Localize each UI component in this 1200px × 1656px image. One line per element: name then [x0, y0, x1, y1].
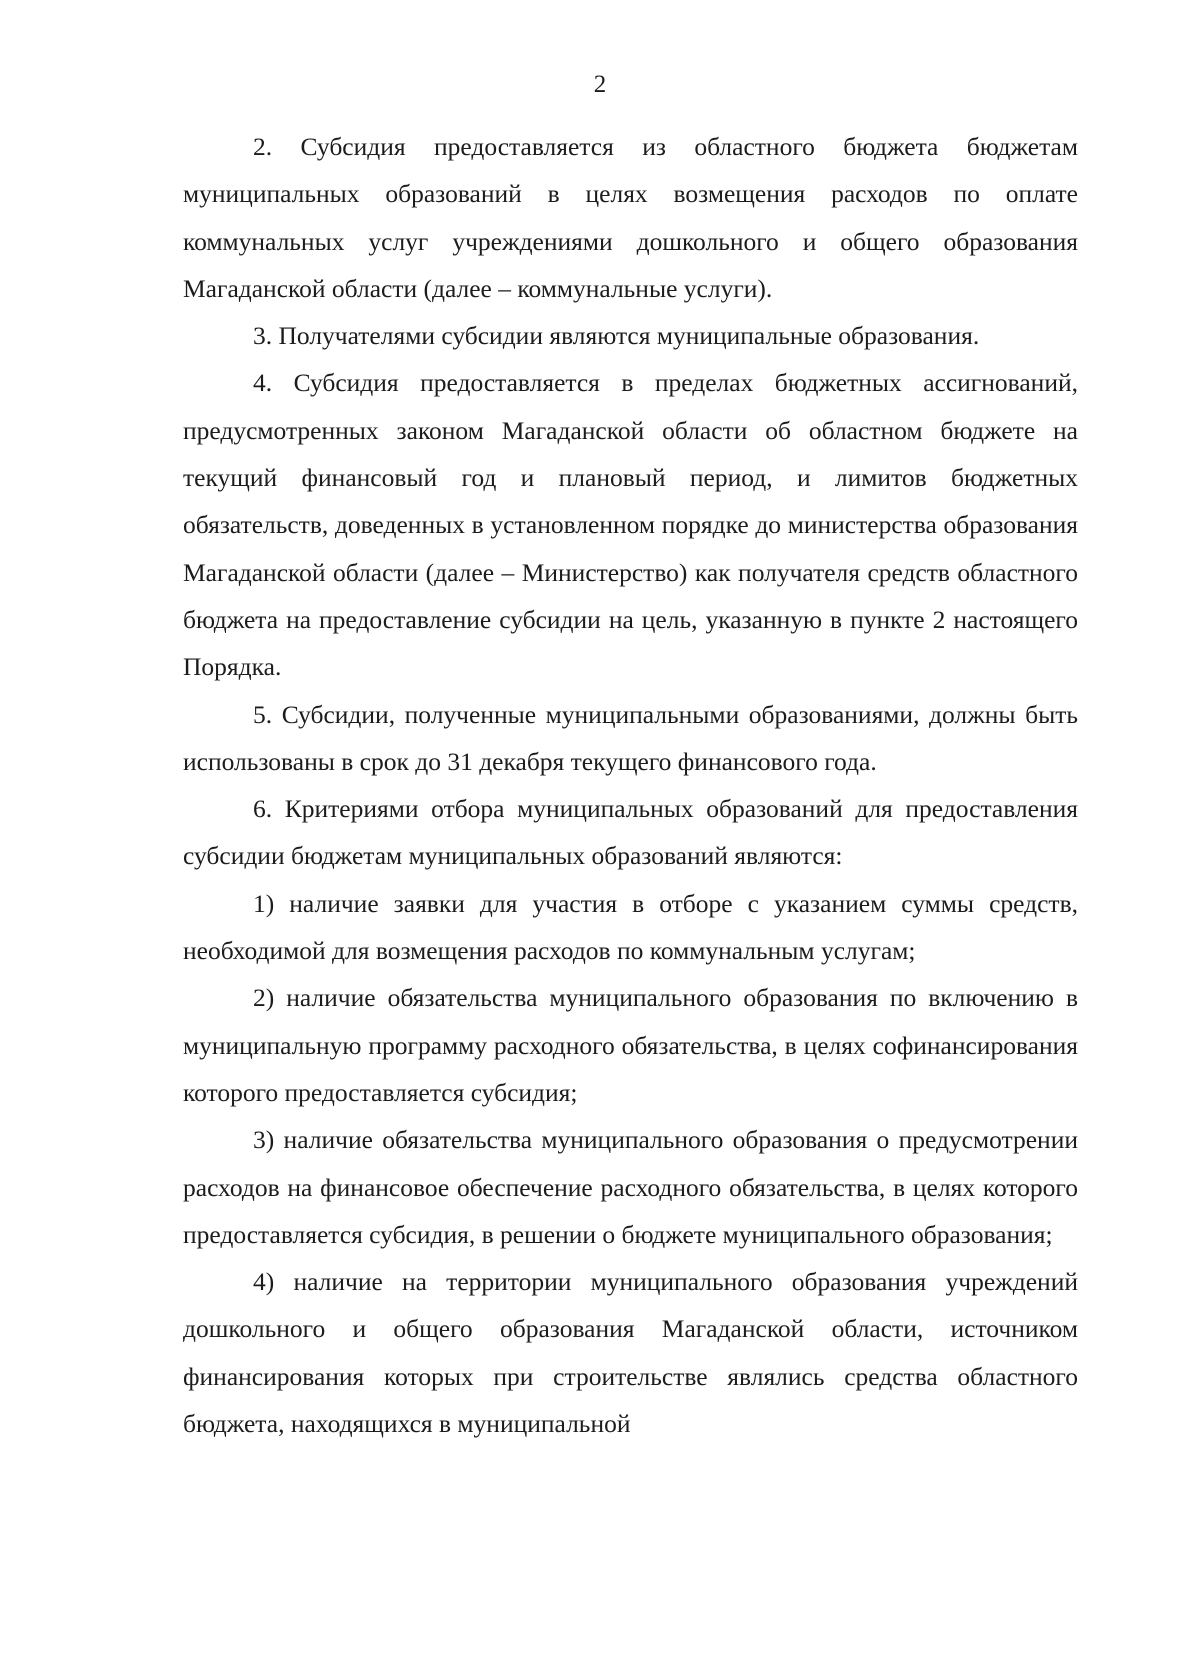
criterion-3-budget-provision: 3) наличие обязательства муниципального образования о предусмотрении расходов на финансовое обеспечение расходного обязательства, в целях которого предоставляется субсидия, в решении о бюджете муниципального образования;	[183, 1125, 1078, 1249]
paragraph-2-subsidy-purpose: 2. Субсидия предоставляется из областного бюджета бюджетам муниципальных образований в целях возмещения расходов по оплате коммунальных услуг учреждениями дошкольного и общего образования Магаданской области (далее – коммунальные услуги).	[183, 132, 1078, 303]
paragraph-3-recipients: 3. Получателями субсидии являются муниципальные образования.	[253, 321, 980, 351]
criterion-4-institutions: 4) наличие на территории муниципального образования учреждений дошкольного и общего образования Магаданской области, источником финансирования которых при строительстве являлись средства областного бюджета, находящихся в муниципальной	[183, 1267, 1078, 1439]
criterion-2-program-obligation: 2) наличие обязательства муниципального образования по включению в муниципальную программу расходного обязательства, в целях софинансирования которого предоставляется субсидия;	[183, 983, 1078, 1107]
paragraph-6-selection-criteria: 6. Критериями отбора муниципальных образований для предоставления субсидии бюджетам муниципальных образований являются:	[183, 794, 1078, 871]
document-body	[183, 123, 1078, 1447]
paragraph-5-usage-deadline: 5. Субсидии, полученные муниципальными образованиями, должны быть использованы в срок до 31 декабря текущего финансового года.	[183, 699, 1078, 776]
paragraph-4-budget-limits: 4. Субсидия предоставляется в пределах бюджетных ассигнований, предусмотренных законом Магаданской области об областном бюджете на текущий финансовый год и плановый период, и лимитов бюджетных обязательств, доведенных в установленном порядке до министерства образования Магаданской области (далее – Министерство) как получателя средств областного бюджета на предоставление субсидии на цель, указанную в пункте 2 настоящего Порядка.	[183, 368, 1078, 682]
page-number: 2	[593, 71, 607, 98]
criterion-1-application: 1) наличие заявки для участия в отборе с указанием суммы средств, необходимой для возмещения расходов по коммунальным услугам;	[183, 888, 1078, 966]
